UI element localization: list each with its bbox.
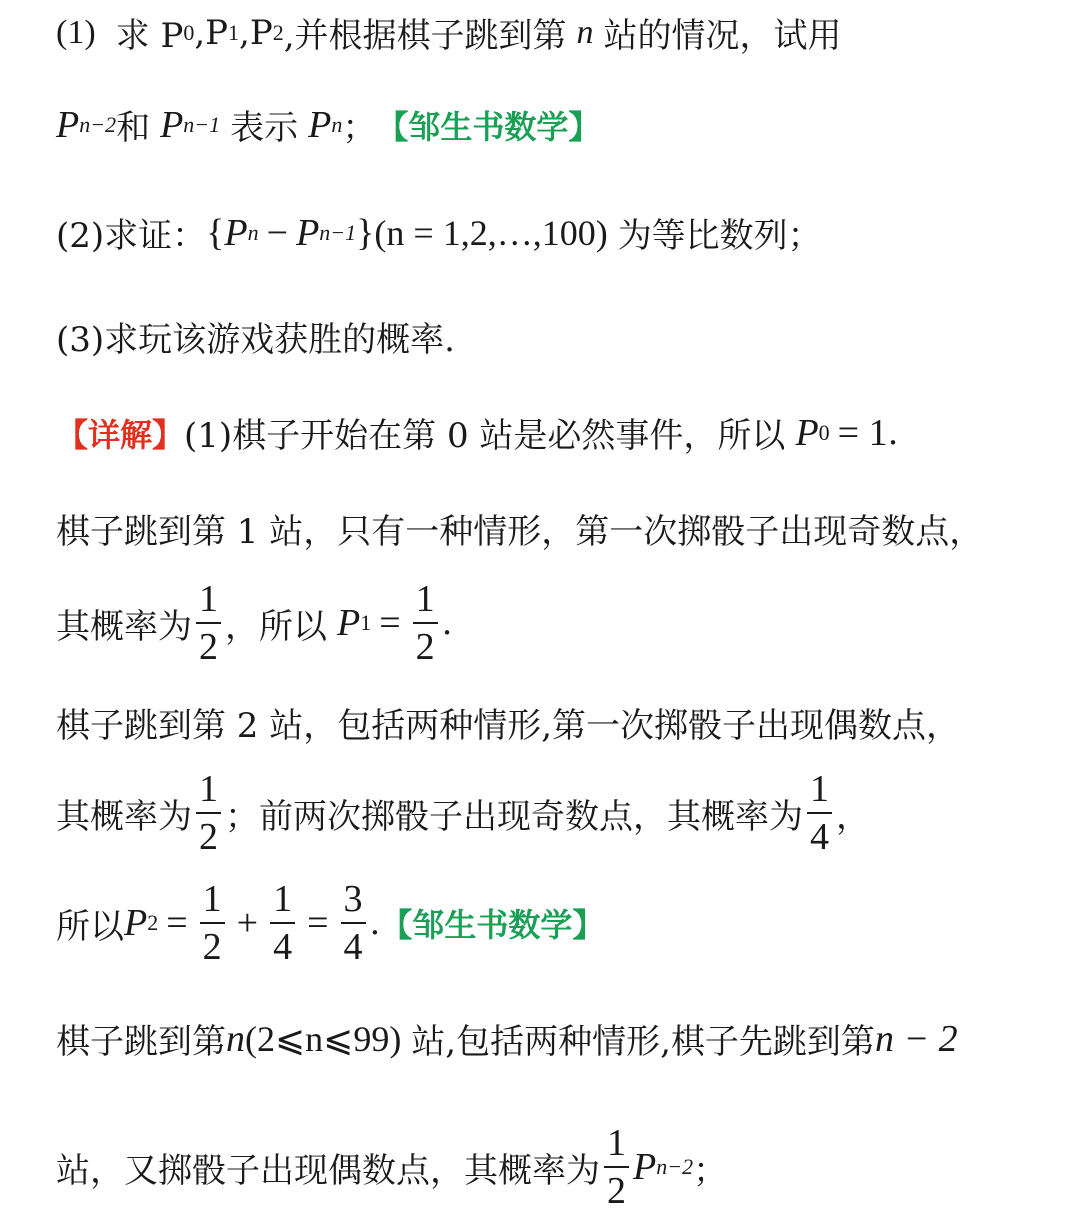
question-1-text-c: 站的情况，试用 [603, 16, 842, 56]
watermark-tag: 【邹生书数学】 [380, 906, 605, 944]
solution-line-7: 棋子跳到第 n (2⩽n⩽99) 站,包括两种情形,棋子先跳到第 n − 2 [56, 1017, 958, 1062]
solution-line-2: 棋子跳到第 1 站，只有一种情形，第一次掷骰子出现奇数点， [56, 512, 984, 552]
question-3-line [56, 312, 455, 361]
fraction-three-quarters: $\frac{3}{4}$ [341, 880, 366, 966]
solution-line-8: 站，又掷骰子出现偶数点，其概率为 $\frac{1}{2}$ P n−2 ； [56, 1122, 728, 1212]
solution-line-6: 所以 P 2 = $\frac{1}{2}$ + $\frac{1}{4}$ = $\frac{3}{4}$ . 【邹生书数学】 [56, 878, 605, 968]
question-2-label: (2)求证： [56, 216, 207, 256]
watermark-tag: 【邹生书数学】 [376, 107, 601, 146]
question-2-line: (2)求证： { P n − P n−1 } (n = 1,2,…,100) 为等比数列； [56, 208, 822, 257]
solution-line-4: 棋子跳到第 2 站，包括两种情形,第一次掷骰子出现偶数点， [56, 706, 961, 746]
solution-line-3: 其概率为 $\frac{1}{2}$ ，所以 P 1 = $\frac{1}{2}$ . [56, 578, 453, 668]
fraction-one-quarter: $\frac{1}{4}$ [807, 770, 832, 856]
fraction-one-half: $\frac{1}{2}$ [196, 770, 221, 856]
question-2-range: (n = 1,2,…,100) [374, 212, 608, 253]
question-1-line-2: P n−2 和 P n−1 表示 P n ； 【邹生书数学】 [56, 103, 601, 148]
solution-marker: 【详解】 [56, 415, 185, 454]
question-1-text-b: ,并根据棋子跳到第 [283, 16, 567, 56]
solution-line-1: 【详解】 (1)棋子开始在第 0 站是必然事件，所以 P 0 = 1 . [56, 408, 898, 457]
fraction-one-quarter: $\frac{1}{4}$ [270, 880, 295, 966]
question-1-label: (1) [56, 13, 96, 51]
question-3-text: (3)求玩该游戏获胜的概率. [56, 320, 455, 360]
solution-line-5: 其概率为 $\frac{1}{2}$ ；前两次掷骰子出现奇数点，其概率为 $\frac{1}{4}$ ， [56, 768, 870, 858]
question-2-tail: 为等比数列； [617, 216, 822, 256]
question-1-line-1: (1) 求 P 0 ,P 1 ,P 2 ,并根据棋子跳到第 n 站的情况，试用 [56, 8, 842, 57]
solution-step-1: (1)棋子开始在第 0 站是必然事件，所以 [184, 416, 786, 456]
fraction-one-half: $\frac{1}{2}$ [196, 580, 221, 666]
fraction-one-half: $\frac{1}{2}$ [604, 1124, 629, 1210]
question-1-text-a: 求 P [115, 16, 184, 56]
fraction-one-half: $\frac{1}{2}$ [413, 580, 438, 666]
fraction-one-half: $\frac{1}{2}$ [200, 880, 225, 966]
